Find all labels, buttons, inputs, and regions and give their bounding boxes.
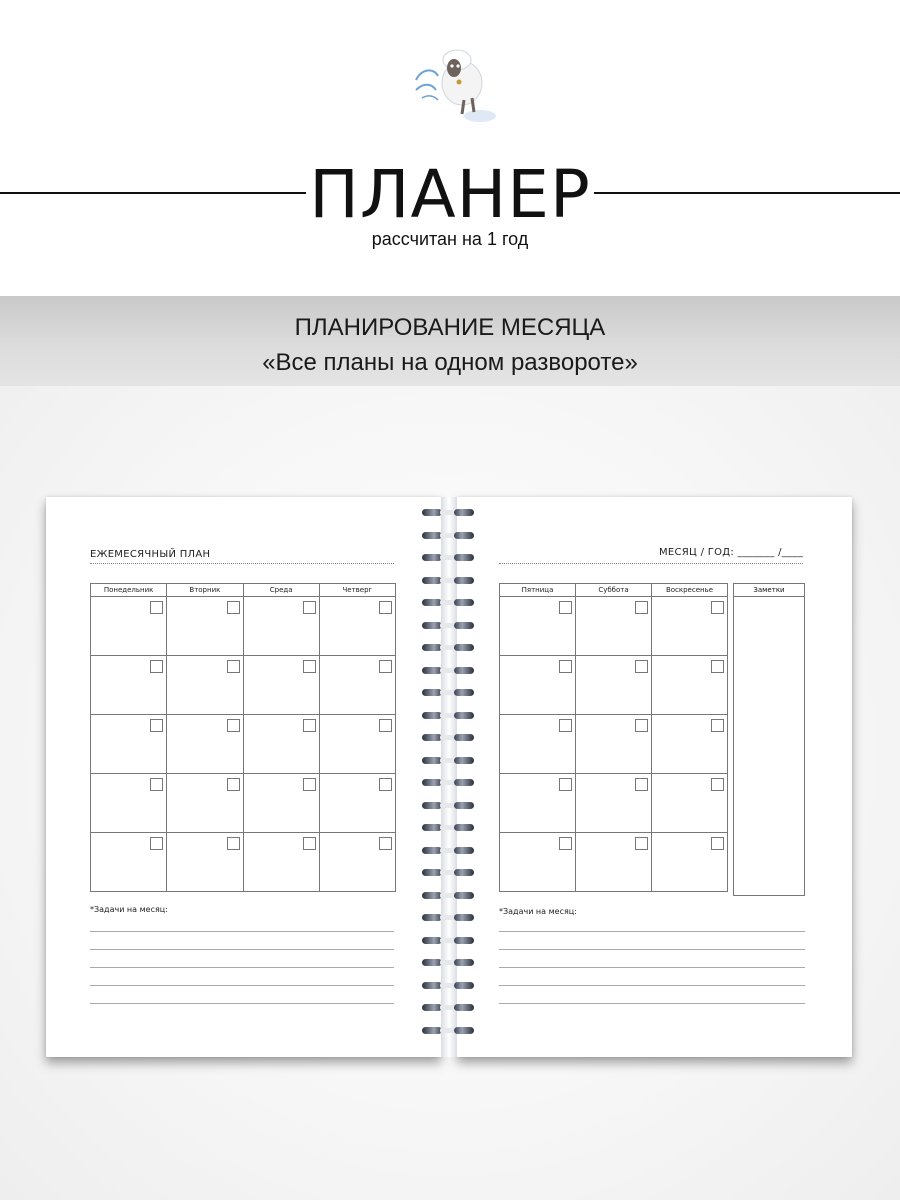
notes-column bbox=[733, 583, 805, 896]
day-cell bbox=[167, 715, 243, 774]
spiral-coil bbox=[418, 823, 478, 833]
title-row bbox=[0, 155, 900, 235]
checkbox-icon bbox=[150, 660, 163, 673]
checkbox-icon bbox=[379, 719, 392, 732]
checkbox-icon bbox=[303, 719, 316, 732]
checkbox-icon bbox=[711, 601, 724, 614]
spiral-coil bbox=[418, 891, 478, 901]
checkbox-icon bbox=[379, 601, 392, 614]
checkbox-icon bbox=[303, 837, 316, 850]
day-cell bbox=[319, 833, 395, 892]
right-calendar-grid bbox=[499, 583, 728, 892]
spiral-coil bbox=[418, 981, 478, 991]
checkbox-icon bbox=[227, 660, 240, 673]
task-line bbox=[90, 949, 394, 950]
day-cell bbox=[576, 656, 652, 715]
day-cell bbox=[652, 833, 728, 892]
notes-header: Заметки bbox=[734, 584, 804, 597]
banner-title: ПЛАНИРОВАНИЕ МЕСЯЦА bbox=[294, 314, 606, 341]
checkbox-icon bbox=[559, 778, 572, 791]
day-cell bbox=[652, 715, 728, 774]
day-cell bbox=[500, 715, 576, 774]
spiral-coil bbox=[418, 846, 478, 856]
month-year-heading: МЕСЯЦ / ГОД: _______ /____ bbox=[658, 547, 803, 558]
day-header: Пятница bbox=[500, 584, 576, 597]
checkbox-icon bbox=[559, 837, 572, 850]
task-line bbox=[90, 967, 394, 968]
day-cell bbox=[652, 774, 728, 833]
planner-left-page bbox=[46, 497, 441, 1057]
day-cell bbox=[652, 597, 728, 656]
checkbox-icon bbox=[303, 660, 316, 673]
day-cell bbox=[576, 715, 652, 774]
day-cell bbox=[167, 597, 243, 656]
task-line bbox=[499, 967, 805, 968]
day-header: Воскресенье bbox=[652, 584, 728, 597]
left-calendar-grid bbox=[90, 583, 396, 892]
checkbox-icon bbox=[150, 719, 163, 732]
checkbox-icon bbox=[711, 778, 724, 791]
task-line bbox=[499, 949, 805, 950]
day-cell bbox=[91, 833, 167, 892]
day-cell bbox=[652, 656, 728, 715]
spiral-coil bbox=[418, 868, 478, 878]
spiral-coil bbox=[418, 621, 478, 631]
task-line bbox=[90, 931, 394, 932]
day-cell bbox=[243, 715, 319, 774]
day-cell bbox=[91, 774, 167, 833]
checkbox-icon bbox=[635, 601, 648, 614]
day-cell bbox=[167, 833, 243, 892]
day-header: Среда bbox=[243, 584, 319, 597]
spiral-coil bbox=[418, 1003, 478, 1013]
checkbox-icon bbox=[635, 778, 648, 791]
day-cell bbox=[319, 715, 395, 774]
checkbox-icon bbox=[227, 601, 240, 614]
spiral-coil bbox=[418, 936, 478, 946]
day-cell bbox=[576, 597, 652, 656]
day-cell bbox=[243, 833, 319, 892]
checkbox-icon bbox=[303, 601, 316, 614]
spiral-coil bbox=[418, 778, 478, 788]
day-cell bbox=[500, 597, 576, 656]
checkbox-icon bbox=[635, 837, 648, 850]
checkbox-icon bbox=[559, 719, 572, 732]
task-line bbox=[499, 1003, 805, 1004]
task-line bbox=[90, 985, 394, 986]
checkbox-icon bbox=[379, 778, 392, 791]
checkbox-icon bbox=[227, 719, 240, 732]
day-cell bbox=[243, 656, 319, 715]
planner-right-page bbox=[457, 497, 852, 1057]
checkbox-icon bbox=[559, 660, 572, 673]
checkbox-icon bbox=[379, 660, 392, 673]
checkbox-icon bbox=[711, 719, 724, 732]
checkbox-icon bbox=[635, 660, 648, 673]
spiral-coil bbox=[418, 913, 478, 923]
checkbox-icon bbox=[227, 778, 240, 791]
spiral-coil bbox=[418, 756, 478, 766]
day-cell bbox=[91, 656, 167, 715]
spiral-coil bbox=[418, 666, 478, 676]
day-header: Понедельник bbox=[91, 584, 167, 597]
checkbox-icon bbox=[559, 601, 572, 614]
day-cell bbox=[167, 656, 243, 715]
checkbox-icon bbox=[150, 837, 163, 850]
day-header: Четверг bbox=[319, 584, 395, 597]
task-line bbox=[499, 985, 805, 986]
checkbox-icon bbox=[303, 778, 316, 791]
day-cell bbox=[91, 597, 167, 656]
day-cell bbox=[319, 597, 395, 656]
tasks-label: *Задачи на месяц: bbox=[90, 905, 168, 914]
spiral-coil bbox=[418, 688, 478, 698]
banner-tagline: «Все планы на одном развороте» bbox=[262, 349, 638, 376]
spiral-coil bbox=[418, 598, 478, 608]
checkbox-icon bbox=[711, 837, 724, 850]
checkbox-icon bbox=[150, 601, 163, 614]
task-line bbox=[90, 1003, 394, 1004]
day-cell bbox=[167, 774, 243, 833]
day-cell bbox=[243, 597, 319, 656]
heading-dotted-rule bbox=[499, 563, 803, 564]
checkbox-icon bbox=[150, 778, 163, 791]
day-cell bbox=[576, 774, 652, 833]
left-page-heading: ЕЖЕМЕСЯЧНЫЙ ПЛАН bbox=[90, 549, 211, 560]
day-cell bbox=[243, 774, 319, 833]
spiral-coil bbox=[418, 553, 478, 563]
spiral-coil bbox=[418, 576, 478, 586]
page-subtitle: рассчитан на 1 год bbox=[371, 229, 529, 249]
heading-dotted-rule bbox=[90, 563, 394, 564]
spiral-coil bbox=[418, 733, 478, 743]
day-cell bbox=[500, 656, 576, 715]
day-cell bbox=[576, 833, 652, 892]
task-line bbox=[499, 931, 805, 932]
day-cell bbox=[91, 715, 167, 774]
spiral-coil bbox=[418, 958, 478, 968]
day-header: Вторник bbox=[167, 584, 243, 597]
checkbox-icon bbox=[227, 837, 240, 850]
spiral-binding bbox=[418, 508, 478, 1048]
day-cell bbox=[319, 656, 395, 715]
tasks-label: *Задачи на месяц: bbox=[499, 907, 577, 916]
spiral-coil bbox=[418, 508, 478, 518]
spiral-coil bbox=[418, 531, 478, 541]
day-header: Суббота bbox=[576, 584, 652, 597]
spiral-coil bbox=[418, 1026, 478, 1036]
spiral-coil bbox=[418, 711, 478, 721]
day-cell bbox=[319, 774, 395, 833]
day-cell bbox=[500, 774, 576, 833]
day-cell bbox=[500, 833, 576, 892]
feature-banner bbox=[0, 296, 900, 386]
sheep-logo-icon bbox=[402, 38, 502, 128]
checkbox-icon bbox=[711, 660, 724, 673]
page-title: ПЛАНЕР bbox=[309, 156, 591, 233]
spiral-coil bbox=[418, 801, 478, 811]
spiral-coil bbox=[418, 643, 478, 653]
checkbox-icon bbox=[379, 837, 392, 850]
checkbox-icon bbox=[635, 719, 648, 732]
